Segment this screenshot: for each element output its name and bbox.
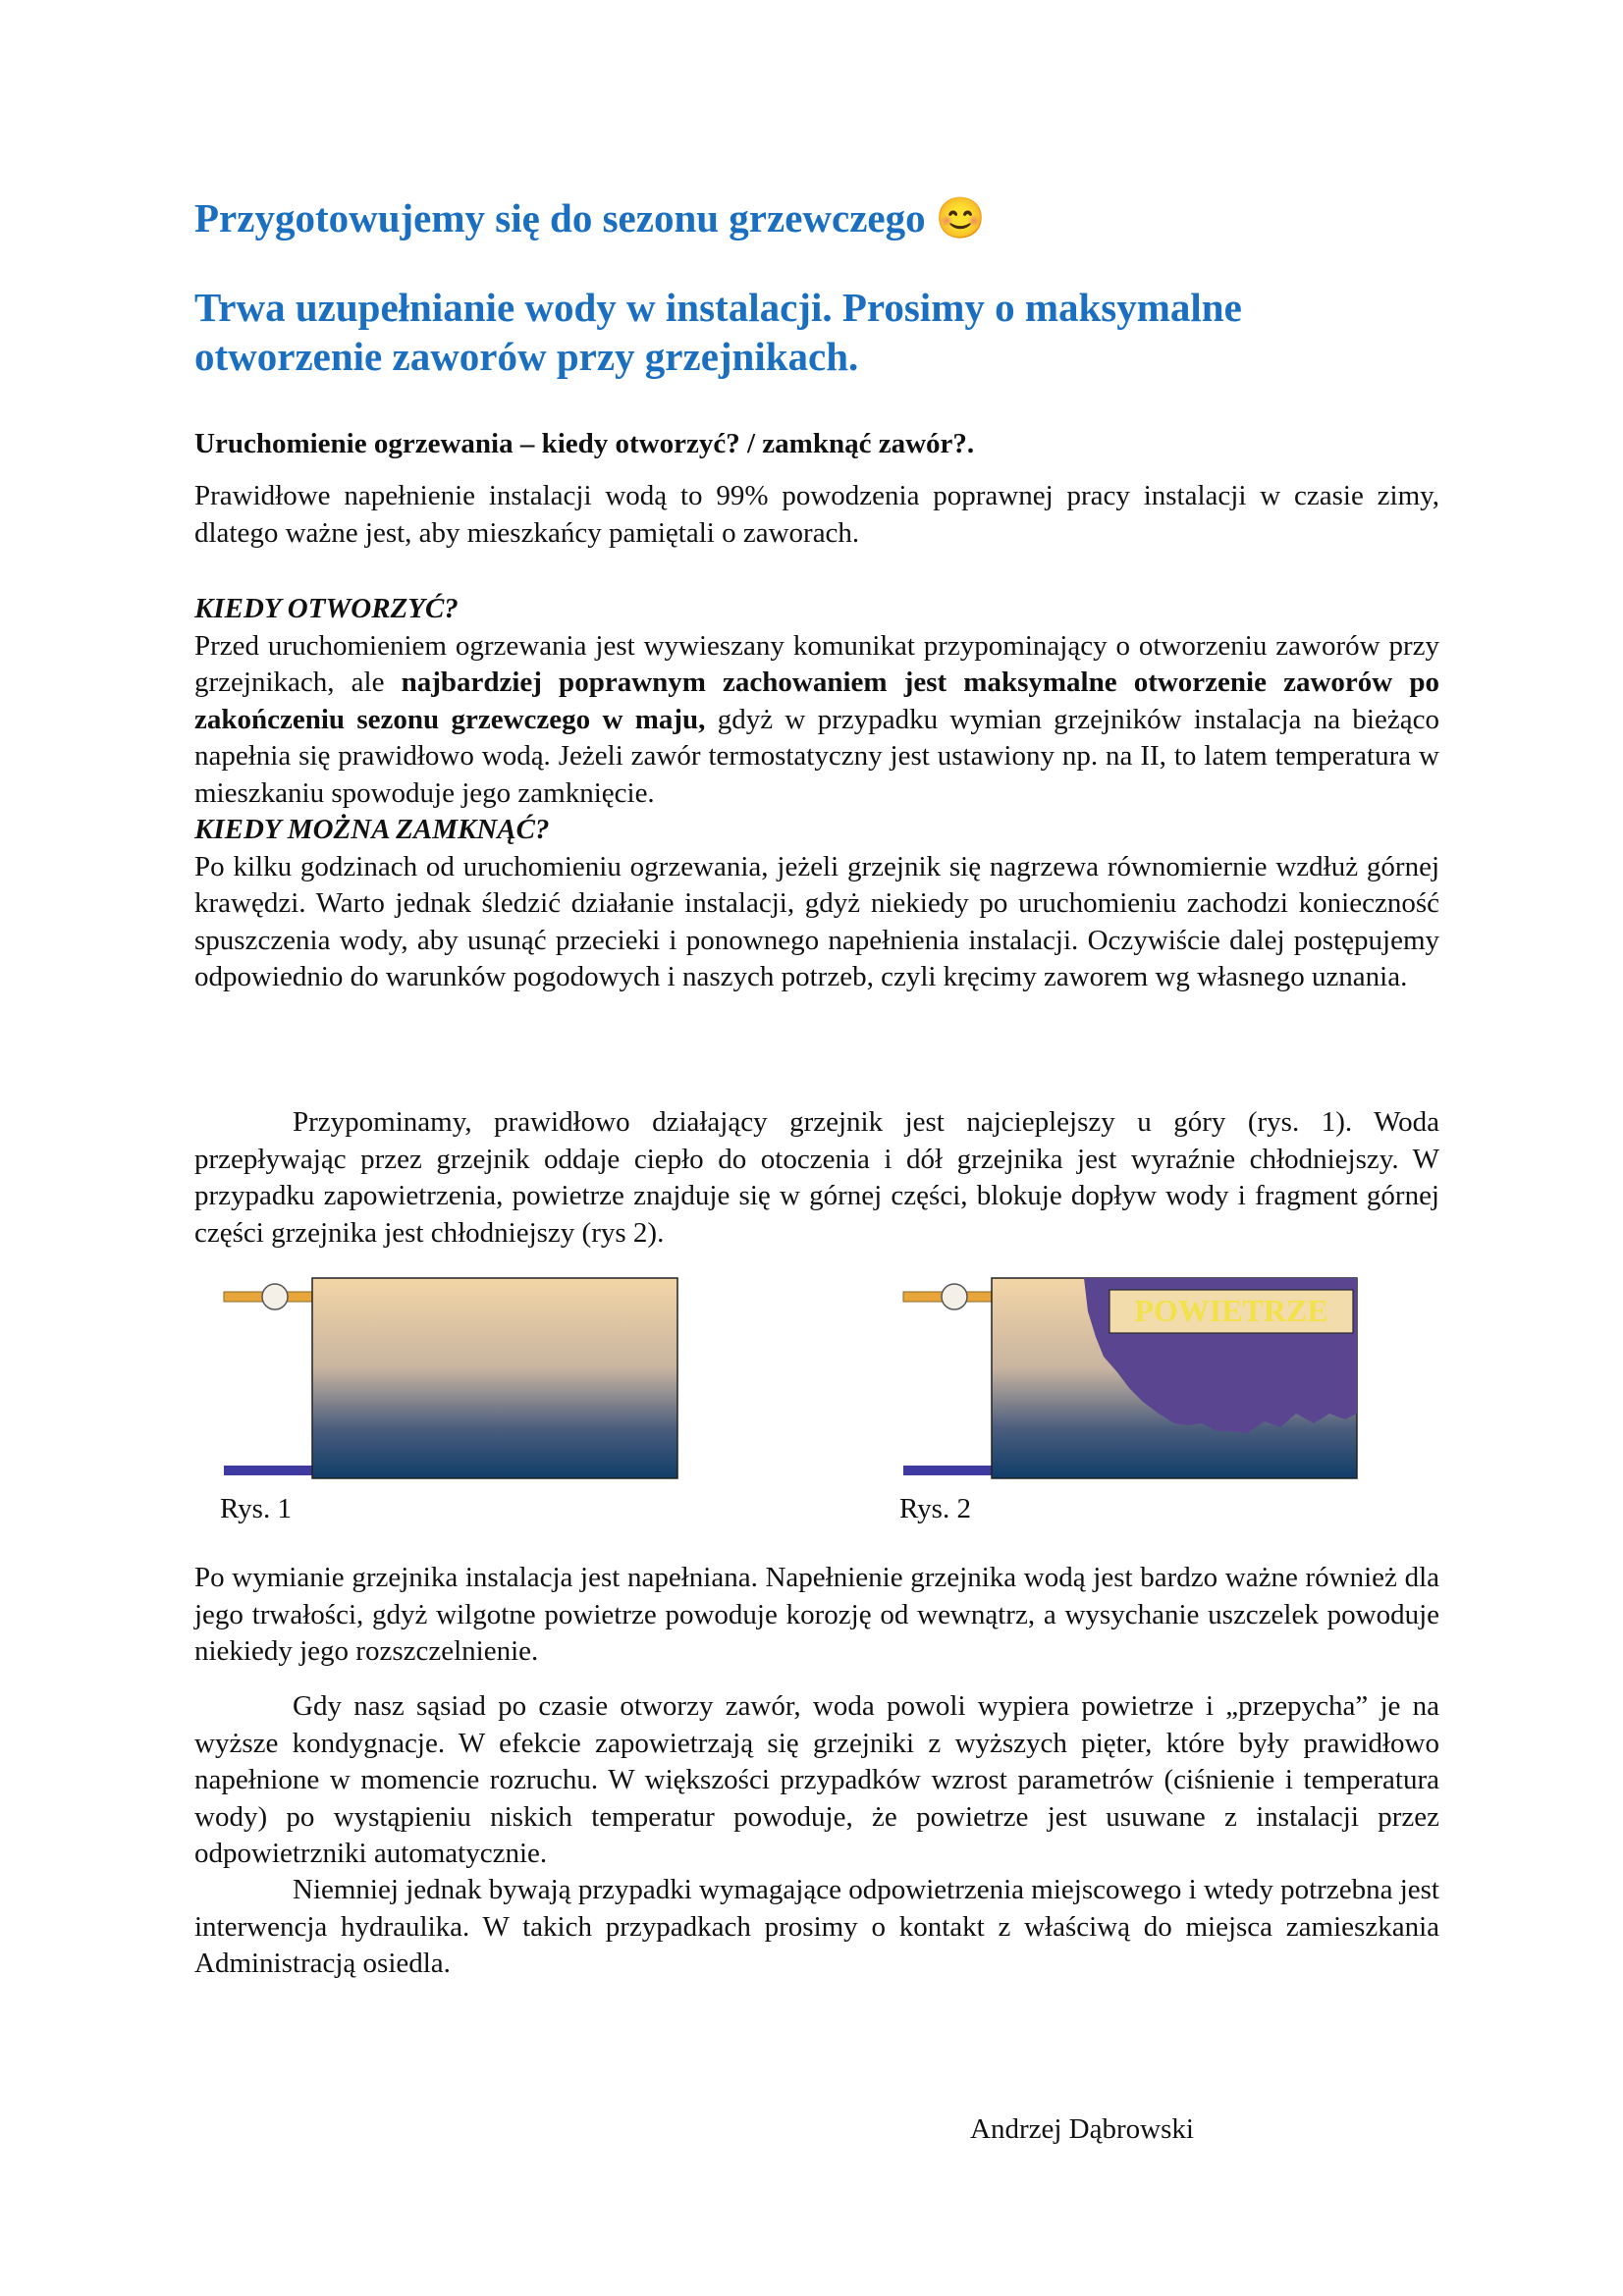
pipe-bottom [903,1466,992,1475]
valve-icon [942,1284,967,1309]
after-exchange-paragraph: Po wymianie grzejnika instalacja jest napełniana. Napełnienie grzejnika wodą jest bardzo ważne również dla jego trwałości, gdyż wilgotne powietrze powoduje korozję od wewnątrz, a wysychanie uszczelek powoduje niekiedy jego rozszczelnienie. [194,1562,1439,1667]
open-paragraph [194,628,1439,813]
page-subtitle: Trwa uzupełnianie wody w instalacji. Prosimy o maksymalne otworzenie zaworów przy grzejnikach. [194,285,1242,379]
page-title: Przygotowujemy się do sezonu grzewczego 😊 [194,195,986,240]
radiator-body [312,1278,677,1478]
open-heading: KIEDY OTWORZYĆ? [194,593,459,624]
neighbor-paragraph: Gdy nasz sąsiad po czasie otworzy zawór, woda powoli wypiera powietrze i „przepycha” je na wyższe kondygnacje. W efekcie zapowietrzają się grzejniki z wyższych pięter, które były prawidłowo napełnione w momencie rozruchu. W większości przypadków wzrost parametrów (ciśnienie i temperatura wody) po wystąpieniu niskich temperatur powoduje, że powietrze jest usuwane z instalacji przez odpowietrzniki automatycznie. [194,1690,1439,1869]
radiator-figure-1 [222,1266,683,1472]
section-heading: Uruchomienie ogrzewania – kiedy otworzyć? / zamknąć zawór?. [194,428,975,459]
signature: Andrzej Dąbrowski [970,2113,1194,2145]
pipe-bottom [224,1466,312,1475]
however-paragraph: Niemniej jednak bywają przypadki wymagające odpowietrzenia miejscowego i wtedy potrzebna jest interwencja hydraulika. W takich przypadkach prosimy o kontakt z właściwą do miejsca zamieszkania Administracją osiedla. [194,1874,1439,1979]
open-section [194,591,1439,996]
close-heading: KIEDY MOŻNA ZAMKNĄĆ? [194,814,550,845]
open-text-before: Przed uruchomieniem ogrzewania jest wywieszany komunikat przypominający o otworzeniu zaworów przy grzejnikach, ale [194,629,1439,698]
radiator-figure-2 [901,1266,1363,1472]
air-label: POWIETRZE [1134,1293,1328,1328]
figure-1-caption: Rys. 1 [220,1493,292,1524]
close-paragraph: Po kilku godzinach od uruchomieniu ogrzewania, jeżeli grzejnik się nagrzewa równomiernie wzdłuż górnej krawędzi. Warto jednak śledzić działanie instalacji, gdyż niekiedy po uruchomieniu zachodzi konieczność spuszczenia wody, aby usunąć przecieki i ponownego napełnienia instalacji. Oczywiście dalej postępujemy odpowiednio do warunków pogodowych i naszych potrzeb, czyli kręcimy zaworem wg własnego uznania. [194,850,1439,992]
open-text-bold: najbardziej poprawnym zachowaniem jest maksymalne otworzenie zaworów po zakończeniu sezonu grzewczego w maju, [194,667,1439,735]
figure-2-caption: Rys. 2 [899,1493,971,1524]
reminder-paragraph: Przypominamy, prawidłowo działający grzejnik jest najcieplejszy u góry (rys. 1). Woda przepływając przez grzejnik oddaje ciepło do otoczenia i dół grzejnika jest wyraźnie chłodniejszy. W przypadku zapowietrzenia, powietrze znajduje się w górnej części, blokuje dopływ wody i fragment górnej części grzejnika jest chłodniejszy (rys 2). [194,1106,1439,1249]
open-text-after: gdyż w przypadku wymian grzejników instalacja na bieżąco napełnia się prawidłowo wodą. Jeżeli zawór termostatyczny jest ustawiony np. na II, to latem temperatura w mieszkaniu spowoduje jego zamknięcie. [194,703,1439,809]
valve-icon [262,1284,288,1309]
intro-paragraph: Prawidłowe napełnienie instalacji wodą to 99% powodzenia poprawnej pracy instalacji w czasie zimy, dlatego ważne jest, aby mieszkańcy pamiętali o zaworach. [194,480,1439,549]
